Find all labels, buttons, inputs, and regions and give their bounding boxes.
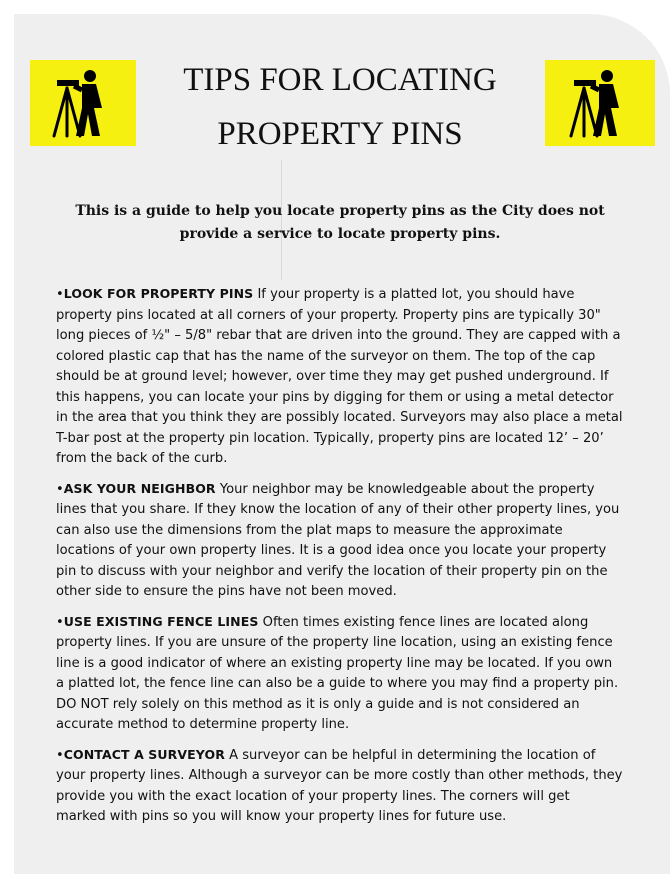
tip-heading: LOOK FOR PROPERTY PINS (63, 286, 254, 301)
tip-contact-surveyor (56, 745, 623, 828)
tip-text: Often times existing fence lines are located along property lines. If you are unsure of the property line location, using an existing fence line is a good indicator of where an existing property line may be located. If you own a platted lot, the fence line can also be a guide to where you may find a property pin. DO NOT rely solely on this method as it is only a guide and is not considered an accurate method to determine property line. (56, 614, 619, 732)
tip-text: A surveyor can be helpful in determining the location of your property lines. Although a surveyor can be more costly than other methods, they provide you with the exact location of your property lines. The corners will get marked with pins so you will know your property lines for future use. (56, 747, 623, 824)
bullet: • (56, 747, 64, 763)
page-title-line1: TIPS FOR LOCATING (183, 62, 497, 98)
tip-heading: USE EXISTING FENCE LINES (63, 613, 259, 629)
tip-ask-neighbor (56, 479, 623, 603)
surveyor-icon (30, 60, 136, 146)
tip-heading: ASK YOUR NEIGHBOR (63, 480, 216, 496)
bullet: • (56, 287, 64, 302)
page-title-line2: PROPERTY PINS (217, 116, 463, 152)
bullet: • (56, 614, 64, 630)
bullet: • (56, 481, 64, 497)
tip-fence-lines (56, 612, 623, 736)
tip-look-for-pins (56, 284, 623, 470)
surveyor-icon-graphic (30, 60, 136, 146)
tip-heading: CONTACT A SURVEYOR (63, 746, 225, 762)
page-subtitle: This is a guide to help you locate property pins as the City does not provide a service to locate property pins. (75, 203, 605, 242)
tip-text: Your neighbor may be knowledgeable about the property lines that you share. If they know the location of any of their other property lines, you can also use the dimensions from the plat maps to measure the approximate locations of your own property lines. It is a good idea once you locate your property pin to discuss with your neighbor and verify the location of their property pin on the other side to ensure the pins have not been moved. (56, 481, 620, 599)
surveyor-icon-graphic (545, 60, 655, 146)
tips-list (56, 284, 623, 837)
tip-text: If your property is a platted lot, you should have property pins located at all corners of your property. Property pins are typically 30" long pieces of ½" – 5/8" rebar that are driven into the ground. They are capped with a colored plastic cap that has the name of the surveyor on them. The top of the cap should be at ground level; however, over time they may get pushed underground. If this happens, you can locate your pins by digging for them or using a metal detector in the area that you think they are possibly located. Surveyors may also place a metal T-bar post at the property pin location. Typically, property pins are located 12’ – 20’ from the back of the curb. (56, 287, 623, 466)
surveyor-icon (545, 60, 655, 146)
